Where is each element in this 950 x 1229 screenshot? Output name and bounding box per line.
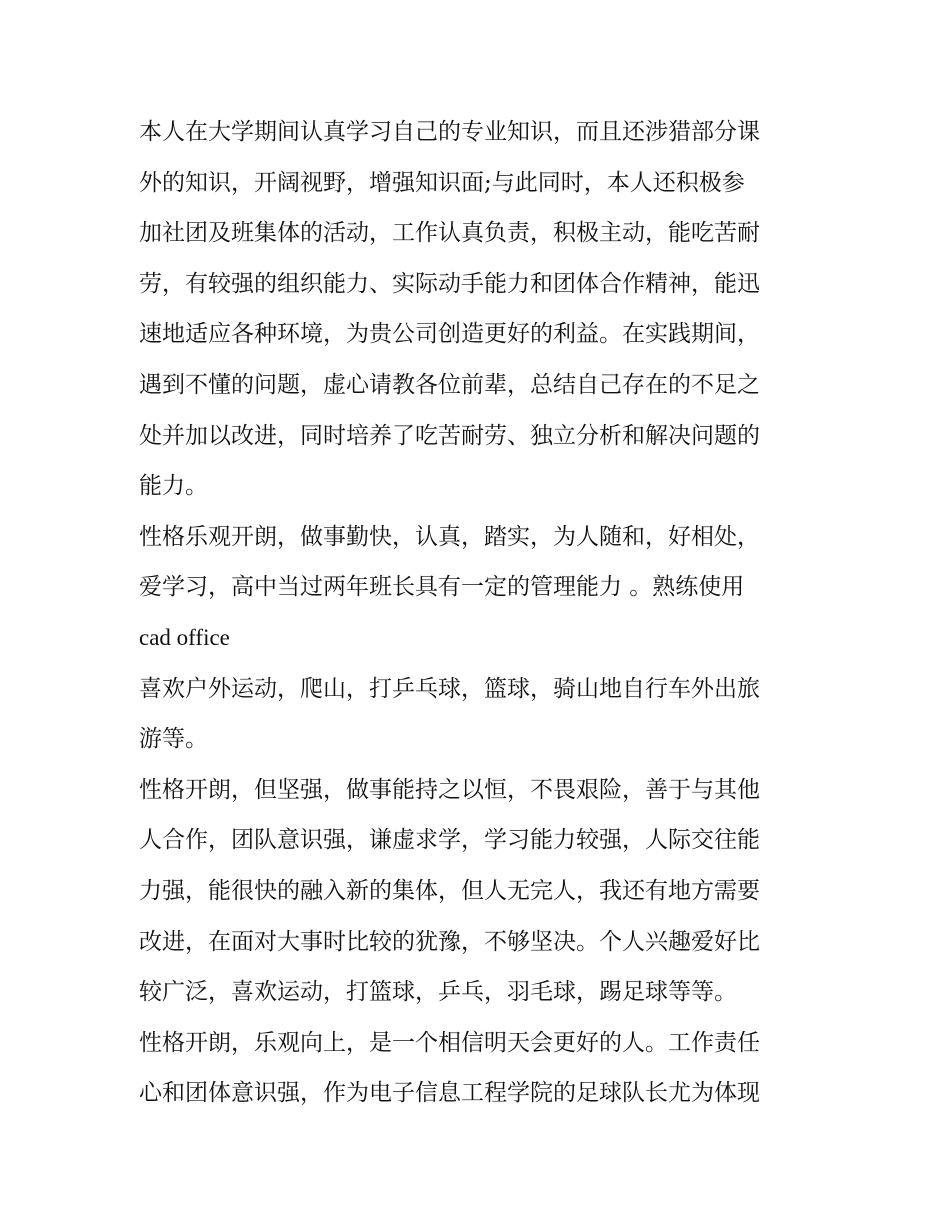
text-line: 性格开朗，但坚强，做事能持之以恒，不畏艰险，善于与其他 [139, 776, 760, 803]
text-line: cad office [139, 624, 230, 650]
paragraph-character [139, 765, 819, 1018]
text-line: 本人在大学期间认真学习自己的专业知识，而且还涉猎部分课 [139, 119, 760, 145]
text-line: 处并加以改进，同时培养了吃苦耐劳、独立分析和解决问题的 [139, 422, 760, 449]
text-line: 力强，能很快的融入新的集体，但人无完人，我还有地方需要 [139, 877, 760, 904]
text-line: 外的知识，开阔视野，增强知识面;与此同时，本人还积极参 [139, 169, 745, 196]
text-line: 遇到不懂的问题，虚心请教各位前辈，总结自己存在的不足之 [139, 371, 760, 398]
paragraph-study [139, 107, 819, 512]
document-body [139, 107, 819, 1119]
text-line: 较广泛，喜欢运动，打篮球，乒乓，羽毛球，踢足球等等。 [139, 979, 737, 1006]
text-line: 改进，在面对大事时比较的犹豫，不够坚决。个人兴趣爱好比 [139, 928, 760, 955]
text-line: 人合作，团队意识强，谦虚求学，学习能力较强，人际交往能 [139, 827, 760, 854]
text-line: 性格开朗，乐观向上，是一个相信明天会更好的人。工作责任 [139, 1029, 760, 1056]
text-line: 性格乐观开朗，做事勤快，认真，踏实，为人随和，好相处， [139, 523, 760, 550]
text-line: 速地适应各种环境，为贵公司创造更好的利益。在实践期间， [139, 321, 760, 348]
text-line: 心和团体意识强，作为电子信息工程学院的足球队长尤为体现 [139, 1080, 760, 1107]
text-line: 加社团及班集体的活动，工作认真负责，积极主动，能吃苦耐 [139, 220, 760, 247]
paragraph-hobbies [139, 664, 819, 765]
text-line: 能力。 [139, 473, 208, 500]
text-line: 游等。 [139, 726, 208, 753]
paragraph-teamwork [139, 1018, 819, 1119]
paragraph-personality-skills [139, 512, 819, 664]
text-line: 喜欢户外运动，爬山，打乒乓球，篮球，骑山地自行车外出旅 [139, 675, 760, 702]
text-line: 爱学习，高中当过两年班长具有一定的管理能力 。熟练使用 [139, 574, 745, 601]
text-line: 劳，有较强的组织能力、实际动手能力和团体合作精神，能迅 [139, 270, 760, 297]
